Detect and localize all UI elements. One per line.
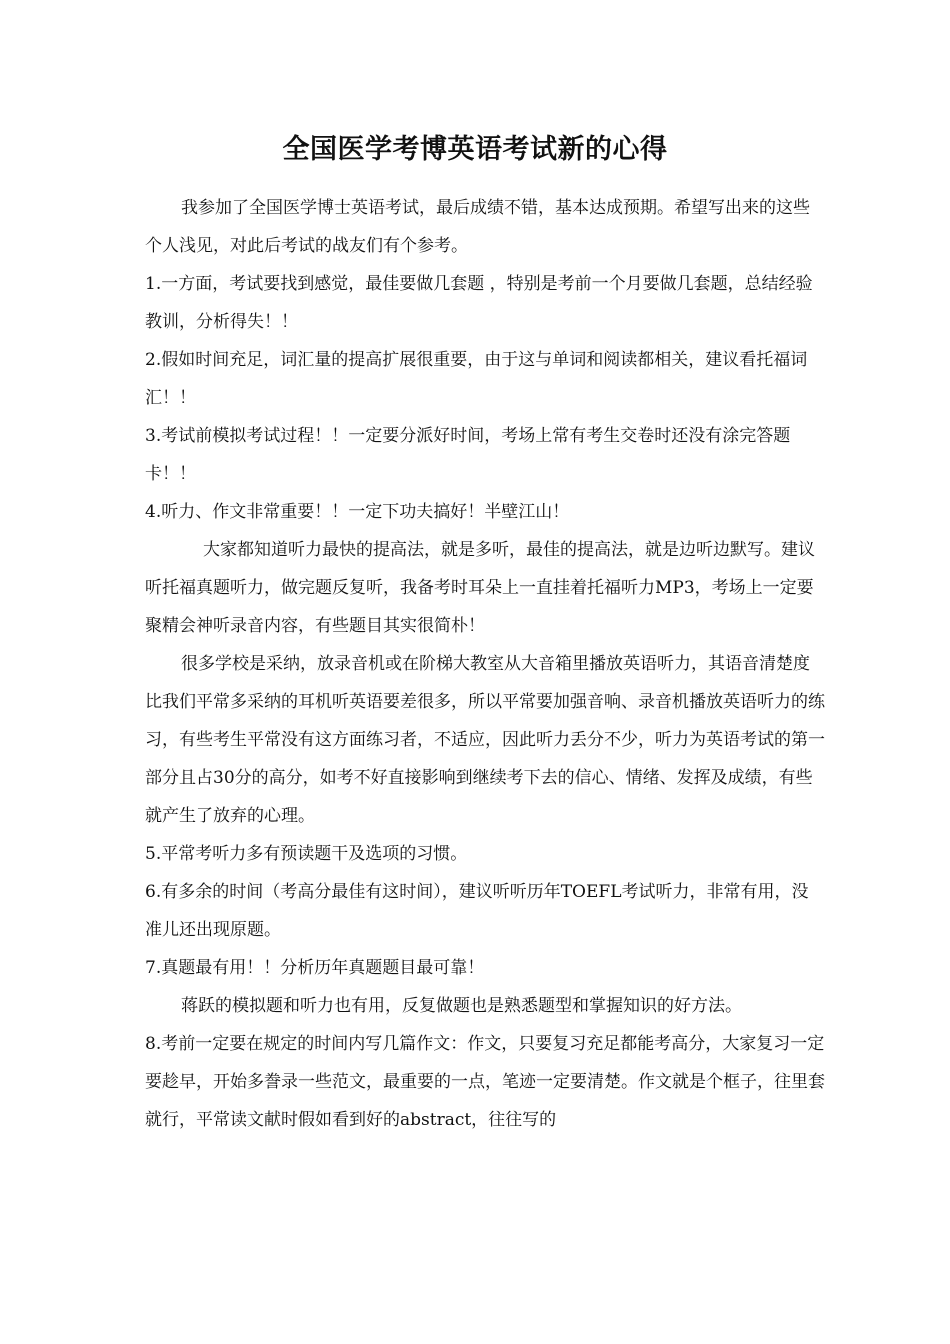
paragraph-point-5: 5.平常考听力多有预读题干及选项的习惯。 bbox=[145, 844, 468, 864]
paragraph-point-1: 1.一方面，考试要找到感觉，最佳要做几套题 ，特别是考前一个月要做几套题，总结经验教训，分析得失！！ bbox=[145, 274, 813, 332]
paragraph-listening-environment: 很多学校是采纳，放录音机或在阶梯大教室从大音箱里播放英语听力，其语音清楚度比我们平常多采纳的耳机听英语要差很多，所以平常要加强音响、录音机播放英语听力的练习，有些考生平常没有这方面练习者，不适应，因此听力丢分不少，听力为英语考试的第一部分且占30分的高分，如考不好直接影响到继续考下去的信心、情绪、发挥及成绩，有些就产生了放弃的心理。 bbox=[145, 654, 825, 826]
paragraph-point-3: 3.考试前模拟考试过程！！一定要分派好时间，考场上常有考生交卷时还没有涂完答题卡！！ bbox=[145, 426, 791, 484]
paragraph-point-2: 2.假如时间充足，词汇量的提高扩展很重要，由于这与单词和阅读都相关，建议看托福词汇！！ bbox=[145, 350, 808, 408]
paragraph-listening-method: 大家都知道听力最快的提高法，就是多听，最佳的提高法，就是边听边默写。建议听托福真题听力，做完题反复听，我备考时耳朵上一直挂着托福听力MP3，考场上一定要聚精会神听录音内容，有些题目其实很简朴！ bbox=[145, 540, 815, 636]
paragraph-point-7: 7.真题最有用！！分析历年真题题目最可靠！ bbox=[145, 958, 485, 978]
paragraph-intro: 我参加了全国医学博士英语考试，最后成绩不错，基本达成预期。希望写出来的这些个人浅见，对此后考试的战友们有个参考。 bbox=[145, 198, 810, 256]
paragraph-point-8: 8.考前一定要在规定的时间内写几篇作文：作文，只要复习充足都能考高分，大家复习一定要趁早，开始多誊录一些范文，最重要的一点，笔迹一定要清楚。作文就是个框子，往里套就行，平常读文献时假如看到好的abstract，往往写的 bbox=[145, 1034, 825, 1130]
document-title: 全国医学考博英语考试新的心得 bbox=[282, 134, 668, 165]
paragraph-mock-exams: 蒋跃的模拟题和听力也有用，反复做题也是熟悉题型和掌握知识的好方法。 bbox=[181, 996, 742, 1016]
paragraph-point-6: 6.有多余的时间（考高分最佳有这时间），建议听听历年TOEFL考试听力，非常有用，没准儿还出现原题。 bbox=[145, 882, 809, 940]
document-body bbox=[145, 189, 825, 1139]
paragraph-point-4: 4.听力、作文非常重要！！一定下功夫搞好！半壁江山！ bbox=[145, 502, 570, 522]
